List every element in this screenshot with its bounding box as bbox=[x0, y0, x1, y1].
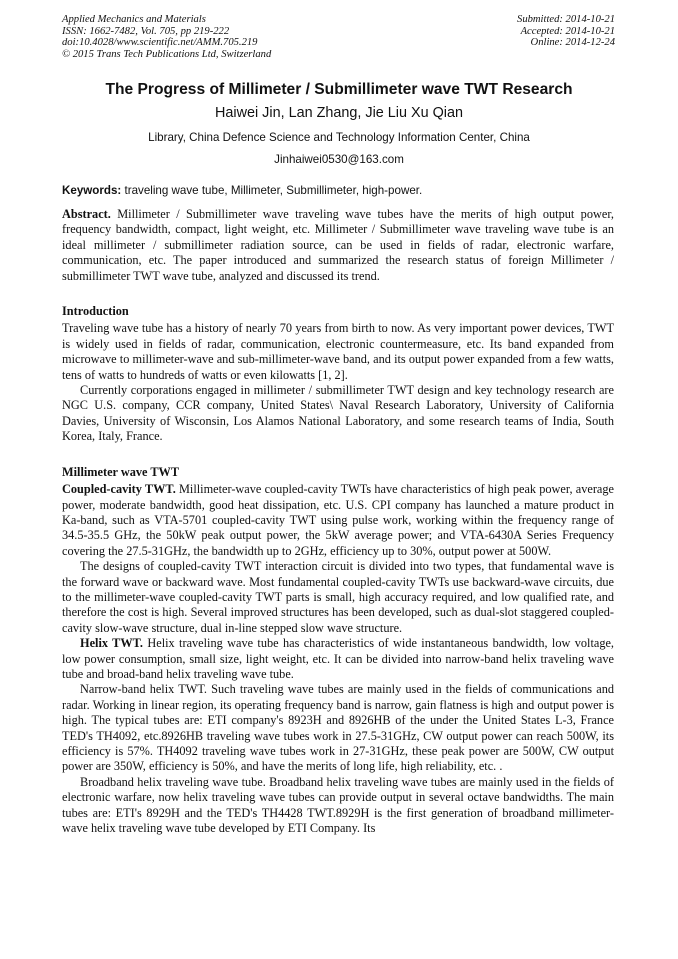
paragraph-text: Millimeter-wave coupled-cavity TWTs have characteristics of high peak power, average power, moderate bandwidth, good heat dissipation, etc. U.S. CPI company has launched a mature product in Ka-band, such as VTA-5701 coupled-cavity TWT using pulse work, working within the frequency range of 34.5-35.5 GHz, the 50kW peak output power, the 5kW average power; and VTA-6430A Series Frequency covering the 27.5-31GHz, the bandwidth up to 2GHz, efficiency up to 30%, output power at 500W. bbox=[62, 482, 614, 558]
section-heading-introduction: Introduction bbox=[62, 304, 129, 319]
section-heading-millimeter-wave-twt: Millimeter wave TWT bbox=[62, 464, 180, 479]
paragraph: Broadband helix traveling wave tube. Broadband helix traveling wave tubes are mainly used in the fields of electronic warfare, now helix traveling wave tubes can provide output in several octave bandwidths. The main tubes are: ETI's 8929H and the TED's TH4428 TWT.8929H is the first generation of broadband millimeter-wave helix traveling wave tube developed by ETI Company. Its bbox=[62, 774, 614, 836]
paper-title: The Progress of Millimeter / Submillimeter wave TWT Research bbox=[105, 81, 573, 98]
paragraph: Traveling wave tube has a history of nearly 70 years from birth to now. As very important power devices, TWT is widely used in fields of radar, communication, electronic countermeasure, etc. Its band expanded from microwave to millimeter-wave and sub-millimeter-wave band, and its output power expanded from a few watts, tens of watts to hundreds of watts or even kilowatts [1, 2]. bbox=[62, 321, 614, 382]
subheading-coupled-cavity: Coupled-cavity TWT. bbox=[62, 482, 176, 497]
keywords-label: Keywords: bbox=[62, 184, 122, 197]
paragraph-text: Helix traveling wave tube has characteristics of wide instantaneous bandwidth, low voltage, low power consumption, small size, light weight, etc. It can be divided into narrow-band helix traveling wave tube and broad-band helix traveling wave tube. bbox=[62, 636, 615, 681]
journal-info bbox=[62, 14, 271, 60]
journal-name: Applied Mechanics and Materials bbox=[62, 14, 206, 25]
accepted-date: Accepted: 2014-10-21 bbox=[520, 25, 615, 37]
abstract-label: Abstract. bbox=[62, 207, 111, 221]
email: Jinhaiwei0530@163.com bbox=[274, 153, 404, 166]
keywords-text: traveling wave tube, Millimeter, Submillimeter, high-power. bbox=[121, 184, 423, 197]
copyright: © 2015 Trans Tech Publications Ltd, Switzerland bbox=[62, 48, 272, 60]
submitted-date: Submitted: 2014-10-21 bbox=[517, 14, 615, 25]
keywords bbox=[62, 184, 422, 197]
abstract bbox=[62, 207, 614, 284]
paragraph: Narrow-band helix TWT. Such traveling wave tubes are mainly used in the fields of communications and radar. Working in linear region, its operating frequency band is narrow, gain flatness is high and output power is high. The typical tubes are: ETI company's 8923H and 8926HB of the under the United States L-3, France TED's TH4092, etc.8926HB traveling wave tubes work in 27.5-31GHz, CW output power can reach 500W, its efficiency is 57%. TH4092 traveling wave tubes work in 27-31GHz, these peak power are 500W, CW output power are 350W, efficiency is 50%, and have the merits of long life, high reliability, etc. . bbox=[62, 682, 614, 774]
paper-body bbox=[62, 207, 614, 836]
affiliation: Library, China Defence Science and Technology Information Center, China bbox=[148, 131, 530, 144]
issn: ISSN: 1662-7482, Vol. 705, pp 219-222 bbox=[62, 25, 230, 37]
doi: doi:10.4028/www.scientific.net/AMM.705.219 bbox=[62, 37, 258, 49]
authors: Haiwei Jin, Lan Zhang, Jie Liu Xu Qian bbox=[215, 105, 463, 121]
paragraph-coupled-cavity bbox=[62, 482, 614, 559]
online-date: Online: 2014-12-24 bbox=[530, 37, 615, 49]
paragraph: Currently corporations engaged in millimeter / submillimeter TWT design and key technology research are NGC U.S. company, CCR company, United States\ Naval Research Laboratory, University of California Davies, University of Wisconsin, Los Alamos National Laboratory, and some research teams of India, South Korea, Italy, France. bbox=[62, 383, 614, 444]
paragraph: The designs of coupled-cavity TWT interaction circuit is divided into two types, that fundamental wave is the forward wave or backward wave. Most fundamental coupled-cavity TWTs use backward-wave circuits, due to the millimeter-wave coupled-cavity TWT parts is small, high accuracy required, and low qualified rate, and therefore the cost is high. Several improved structures has been developed, such as dual-slot staggered coupled-cavity slow-wave structure, dual in-line stepped slow wave structure. bbox=[62, 559, 614, 635]
subheading-helix: Helix TWT. bbox=[80, 636, 144, 651]
dates-info bbox=[517, 14, 615, 49]
abstract-text: Millimeter / Submillimeter wave traveling wave tubes have the merits of high output power, frequency bandwidth, compact, light weight, etc. Millimeter / Submillimeter wave traveling wave tube is an ideal millimeter / submillimeter radiation source, can be used in fields of radar, electronic warfare, communication, etc. The paper introduced and summarized the research status of foreign Millimeter / submillimeter TWT wave tube, analyzed and discussed its trend. bbox=[62, 207, 614, 283]
paragraph-helix bbox=[62, 636, 614, 682]
